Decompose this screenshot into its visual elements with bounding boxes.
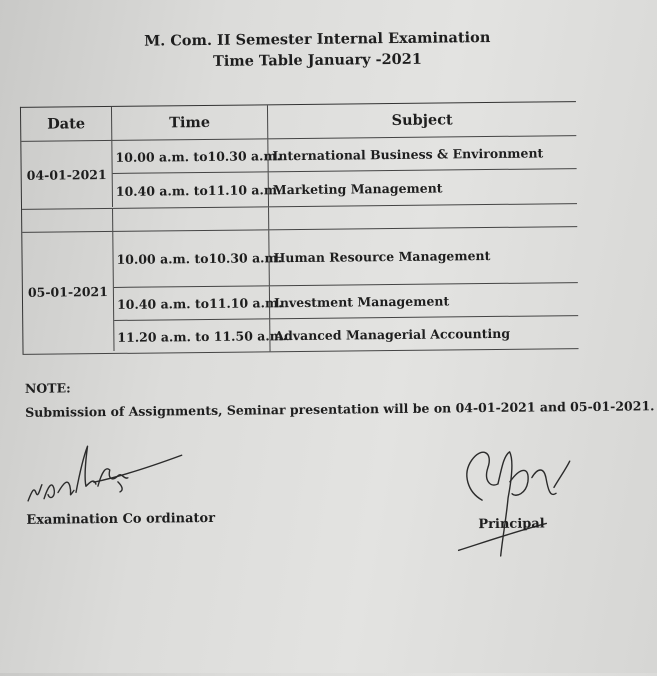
subject-cell: Human Resource Management — [273, 248, 491, 266]
coordinator-title: Examination Co ordinator — [26, 510, 216, 528]
timetable-subtitle: Time Table January -2021 — [212, 50, 422, 70]
subject-cell: International Business & Environment — [272, 144, 544, 163]
date-cell: 04-01-2021 — [21, 141, 113, 208]
time-cell: 10.00 a.m. to10.30 a.m. — [112, 139, 268, 173]
subject-cell: Advanced Managerial Accounting — [274, 325, 511, 343]
time-cell: 11.20 a.m. to 11.50 a.m. — [114, 319, 270, 353]
column-header-time: Time — [112, 105, 268, 140]
date-group — [21, 136, 577, 210]
timetable — [20, 101, 579, 355]
time-cell: 10.00 a.m. to10.30 a.m. — [113, 230, 270, 287]
principal-signature — [453, 437, 579, 568]
blank-cell — [113, 207, 269, 231]
exam-title: M. Com. II Semester Internal Examination — [144, 28, 491, 50]
time-cell: 10.40 a.m. to11.10 a.m. — [113, 172, 269, 208]
table-row — [114, 283, 578, 321]
table-row — [114, 316, 578, 353]
blank-cell — [22, 209, 113, 232]
subject-cell: Marketing Management — [272, 180, 443, 197]
table-header-row — [21, 102, 576, 142]
note-text: Submission of Assignments, Seminar presentation will be on 04-01-2021 and 05-01-2021. — [25, 398, 655, 420]
table-row — [112, 136, 576, 174]
time-cell: 10.40 a.m. to11.10 a.m. — [114, 286, 270, 320]
principal-title: Principal — [478, 516, 545, 533]
note-label: NOTE: — [24, 380, 71, 396]
date-cell: 05-01-2021 — [22, 232, 114, 352]
date-group — [22, 227, 578, 355]
table-row — [113, 169, 577, 208]
column-header-date: Date — [21, 107, 112, 141]
subject-cell: Investment Management — [273, 292, 450, 310]
table-row — [113, 227, 578, 288]
blank-cell — [269, 204, 577, 229]
column-header-subject: Subject — [391, 111, 453, 130]
coordinator-signature — [23, 441, 194, 509]
